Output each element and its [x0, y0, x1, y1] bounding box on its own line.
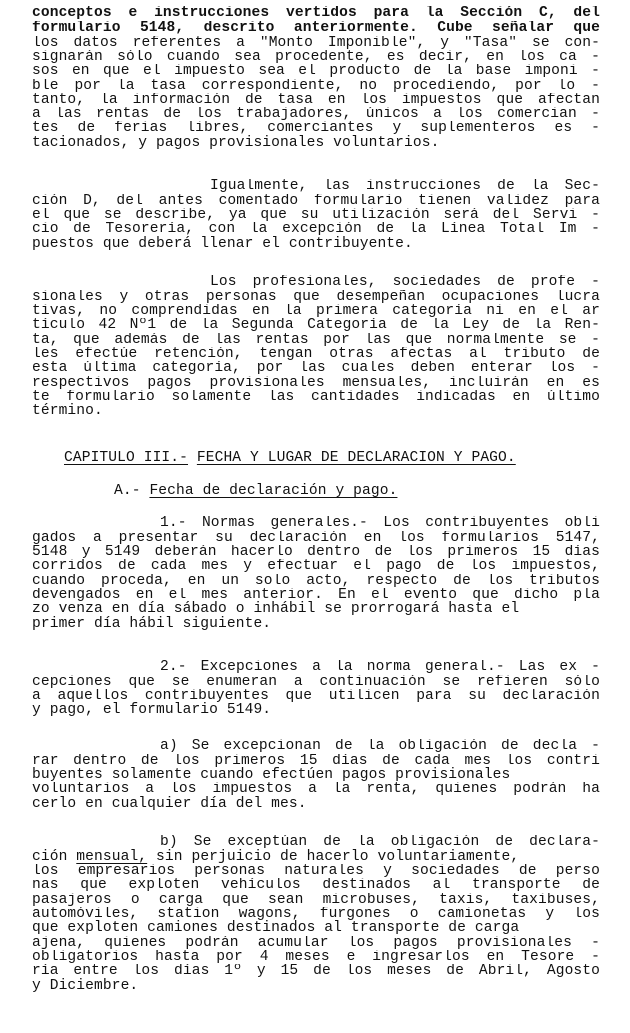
item-1-line: devengados en el mes anterior. En el evento que dicho pla — [32, 588, 600, 603]
item-2-line: a aquellos contribuyentes que utilicen para su declaración — [32, 689, 600, 704]
item-b-line: b) Se exceptúan de la obligación de declara- — [160, 835, 600, 850]
item-b-line: ajena, quienes podrán acumular los pagos provisionales - — [32, 936, 600, 951]
item-a-line: rar dentro de los primeros 15 días de cada mes los contri — [32, 754, 600, 769]
item-b-line — [32, 850, 600, 865]
paragraph-professionals-line: Los profesionales, sociedades de profe - — [210, 275, 600, 290]
paragraph-c-line: signarán sólo cuando sea procedente, es decir, en los ca - — [32, 50, 600, 65]
item-b-line: ría entre los días 1º y 15 de los meses de Abril, Agosto — [32, 964, 600, 979]
paragraph-d-line: cio de Tesorería, con la excepción de la Línea Total Im - — [32, 222, 600, 237]
item-a-line: a) Se excepcionan de la obligación de decla - — [160, 739, 600, 754]
paragraph-professionals-line: sionales y otras personas que desempeñan ocupaciones lucra — [32, 290, 600, 305]
paragraph-professionals-line: te formulario solamente las cantidades indicadas en último — [32, 390, 600, 405]
chapter-heading-title: FECHA Y LUGAR DE DECLARACION Y PAGO. — [196, 450, 516, 466]
item-2-line: cepciones que se enumeran a continuación se refieren sólo — [32, 675, 600, 690]
item-b-line: nas que exploten vehículos destinados al transporte de — [32, 878, 600, 893]
item-a-line: buyentes solamente cuando efectúen pagos provisionales — [32, 767, 511, 783]
item-1-line: primer día hábil siguiente. — [32, 616, 272, 632]
paragraph-c-line: sos en que el impuesto sea el producto de la base imponi - — [32, 64, 600, 79]
item-b-line: y Diciembre. — [32, 978, 139, 994]
chapter-heading — [64, 451, 516, 466]
item-b-line: obligatorios hasta por 4 meses e ingresarlos en Tesore - — [32, 950, 600, 965]
paragraph-professionals-line: les efectúe retención, tengan otras afectas al tributo de — [32, 347, 600, 362]
item-2-line: y pago, el formulario 5149. — [32, 702, 272, 718]
paragraph-c-line: tes de ferias libres, comerciantes y suplementeros es - — [32, 121, 600, 136]
section-a-title: Fecha de declaración y pago. — [149, 483, 398, 499]
item-1-line: cuando proceda, en un solo acto, respecto de los tributos — [32, 574, 600, 589]
paragraph-d-line: ción D, del antes comentado formulario tienen validez para — [32, 194, 600, 209]
paragraph-professionals-line: ta, que además de las rentas por las que normalmente se - — [32, 333, 600, 348]
item-1-line: gados a presentar su declaración en los formularios 5147, — [32, 531, 600, 546]
paragraph-c-line: ble por la tasa correspondiente, no procediendo, por lo - — [32, 79, 600, 94]
item-2-line: 2.- Excepciones a la norma general.- Las ex - — [160, 660, 600, 675]
item-b-line: que exploten camiones destinados al transporte de carga — [32, 920, 520, 936]
paragraph-professionals-line: tivas, no comprendidas en la primera categoría ni en el ar — [32, 304, 600, 319]
paragraph-professionals-line: esta última categoría, por las cuales deben enterar los - — [32, 361, 600, 376]
paragraph-d-line: el que se describe, ya que su utilización será del Servi - — [32, 208, 600, 223]
paragraph-professionals-line: tículo 42 Nº1 de la Segunda Categoría de la Ley de la Ren- — [32, 318, 600, 333]
paragraph-d-line: Igualmente, las instrucciones de la Sec- — [210, 179, 600, 194]
item-a-line: voluntarios a los impuestos a la renta, quienes podrán ha — [32, 782, 600, 797]
section-a-prefix: A.- — [114, 483, 141, 499]
paragraph-c-line: conceptos e instrucciones vertidos para la Sección C, del — [32, 6, 600, 21]
section-a-heading — [114, 484, 397, 499]
paragraph-professionals-line: término. — [32, 403, 103, 419]
paragraph-c-line: a las rentas de los trabajadores, únicos a los comercian - — [32, 107, 600, 122]
paragraph-c-line: tacionados, y pagos provisionales voluntarios. — [32, 135, 440, 151]
item-b-text: ción — [32, 849, 68, 865]
item-b-text: sin perjuicio de hacerlo voluntariamente, — [156, 849, 520, 865]
item-b-line: pasajeros o carga que sean microbuses, taxis, taxibuses, — [32, 893, 600, 908]
item-1-line: 5148 y 5149 deberán hacerlo dentro de los primeros 15 días — [32, 545, 600, 560]
paragraph-d-line: puestos que deberá llenar el contribuyente. — [32, 236, 413, 252]
item-b-line: automóviles, station wagons, furgones o camionetas y los — [32, 907, 600, 922]
paragraph-c-line: los datos referentes a "Monto Imponible", y "Tasa" se con- — [32, 36, 600, 51]
item-1-line: corridos de cada mes y efectuar el pago de los impuestos, — [32, 559, 600, 574]
paragraph-c-line: formulario 5148, descrito anteriormente. Cube señalar que — [32, 21, 600, 36]
chapter-heading-prefix: CAPITULO III.- — [64, 450, 189, 466]
item-b-underlined-word: mensual, — [76, 849, 148, 865]
item-b-line: los empresarios personas naturales y sociedades de perso — [32, 864, 600, 879]
item-1-line: zo venza en día sábado o inhábil se prorrogará hasta el — [32, 601, 520, 617]
paragraph-professionals-line: respectivos pagos provisionales mensuales, incluirán en es — [32, 376, 600, 391]
item-1-line: 1.- Normas generales.- Los contribuyentes obli — [160, 516, 600, 531]
item-a-line: cerlo en cualquier día del mes. — [32, 796, 307, 812]
paragraph-c-line: tanto, la información de tasa en los impuestos que afectan — [32, 93, 600, 108]
